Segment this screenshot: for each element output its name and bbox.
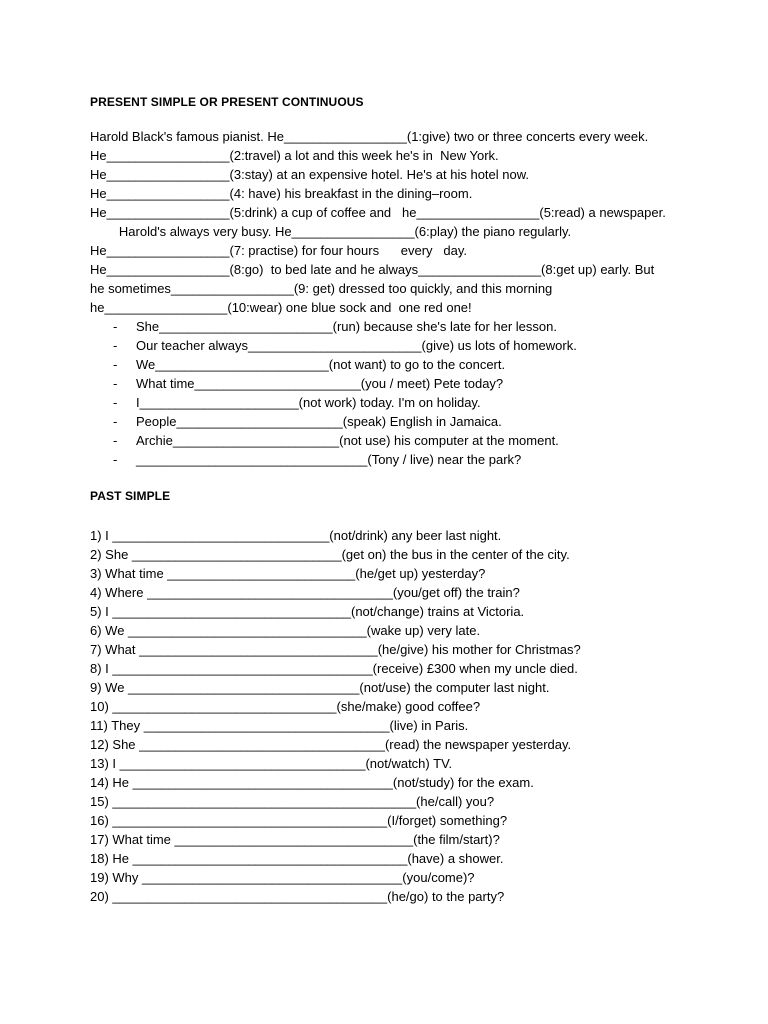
exercise-item: 10) _______________________________(she/make) good coffee? [90,699,481,714]
bullet-item: I______________________(not work) today. I'm on holiday. [136,395,481,410]
bullet-mark: - [113,338,118,353]
exercise-item: 12) She __________________________________(read) the newspaper yesterday. [90,737,572,752]
exercise-item: 18) He ______________________________________(have) a shower. [90,851,504,866]
paragraph-line: He_________________(8:go) to bed late and he always_________________(8:get up) early. But [90,262,655,277]
bullet-mark: - [113,414,118,429]
bullet-item: We________________________(not want) to go to the concert. [136,357,506,372]
paragraph-line: He_________________(4: have) his breakfast in the dining–room. [90,186,473,201]
paragraph-line: He_________________(5:drink) a cup of coffee and he_________________(5:read) a newspaper. [90,205,666,220]
exercise-item: 17) What time _________________________________(the film/start)? [90,832,500,847]
paragraph-line: Harold Black's famous pianist. He_________________(1:give) two or three concerts every week. [90,129,649,144]
exercise-item: 1) I ______________________________(not/drink) any beer last night. [90,528,502,543]
bullet-item: People_______________________(speak) English in Jamaica. [136,414,502,429]
exercise-item: 7) What _________________________________(he/give) his mother for Christmas? [90,642,581,657]
exercise-item: 4) Where __________________________________(you/get off) the train? [90,585,520,600]
exercise-item: 6) We _________________________________(wake up) very late. [90,623,481,638]
bullet-mark: - [113,319,118,334]
paragraph-line: Harold's always very busy. He_________________(6:play) the piano regularly. [90,224,572,239]
exercise-item: 3) What time __________________________(he/get up) yesterday? [90,566,486,581]
bullet-item: Our teacher always________________________(give) us lots of homework. [136,338,577,353]
exercise-item: 2) She _____________________________(get on) the bus in the center of the city. [90,547,570,562]
bullet-item: She________________________(run) because she's late for her lesson. [136,319,557,334]
bullet-mark: - [113,452,118,467]
bullet-mark: - [113,357,118,372]
exercise-item: 20) ______________________________________(he/go) to the party? [90,889,505,904]
section-title-present: PRESENT SIMPLE OR PRESENT CONTINUOUS [90,95,364,109]
paragraph-line: He_________________(7: practise) for four hours every day. [90,243,467,258]
exercise-item: 16) ______________________________________(I/forget) something? [90,813,508,828]
bullet-item: What time_______________________(you / meet) Pete today? [136,376,504,391]
paragraph-line: He_________________(2:travel) a lot and this week he's in New York. [90,148,499,163]
paragraph-line: he_________________(10:wear) one blue sock and one red one! [90,300,472,315]
section-title-past-simple: PAST SIMPLE [90,489,171,503]
exercise-item: 11) They __________________________________(live) in Paris. [90,718,469,733]
bullet-item: ________________________________(Tony / live) near the park? [136,452,522,467]
paragraph-line: He_________________(3:stay) at an expensive hotel. He's at his hotel now. [90,167,530,182]
paragraph-line: he sometimes_________________(9: get) dressed too quickly, and this morning [90,281,553,296]
bullet-item: Archie_______________________(not use) his computer at the moment. [136,433,559,448]
exercise-item: 5) I _________________________________(not/change) trains at Victoria. [90,604,525,619]
exercise-item: 19) Why ____________________________________(you/come)? [90,870,475,885]
bullet-mark: - [113,395,118,410]
exercise-item: 8) I ____________________________________(receive) £300 when my uncle died. [90,661,578,676]
exercise-item: 14) He ____________________________________(not/study) for the exam. [90,775,534,790]
exercise-item: 15) __________________________________________(he/call) you? [90,794,495,809]
exercise-item: 9) We ________________________________(not/use) the computer last night. [90,680,550,695]
exercise-item: 13) I __________________________________(not/watch) TV. [90,756,453,771]
bullet-mark: - [113,433,118,448]
bullet-mark: - [113,376,118,391]
